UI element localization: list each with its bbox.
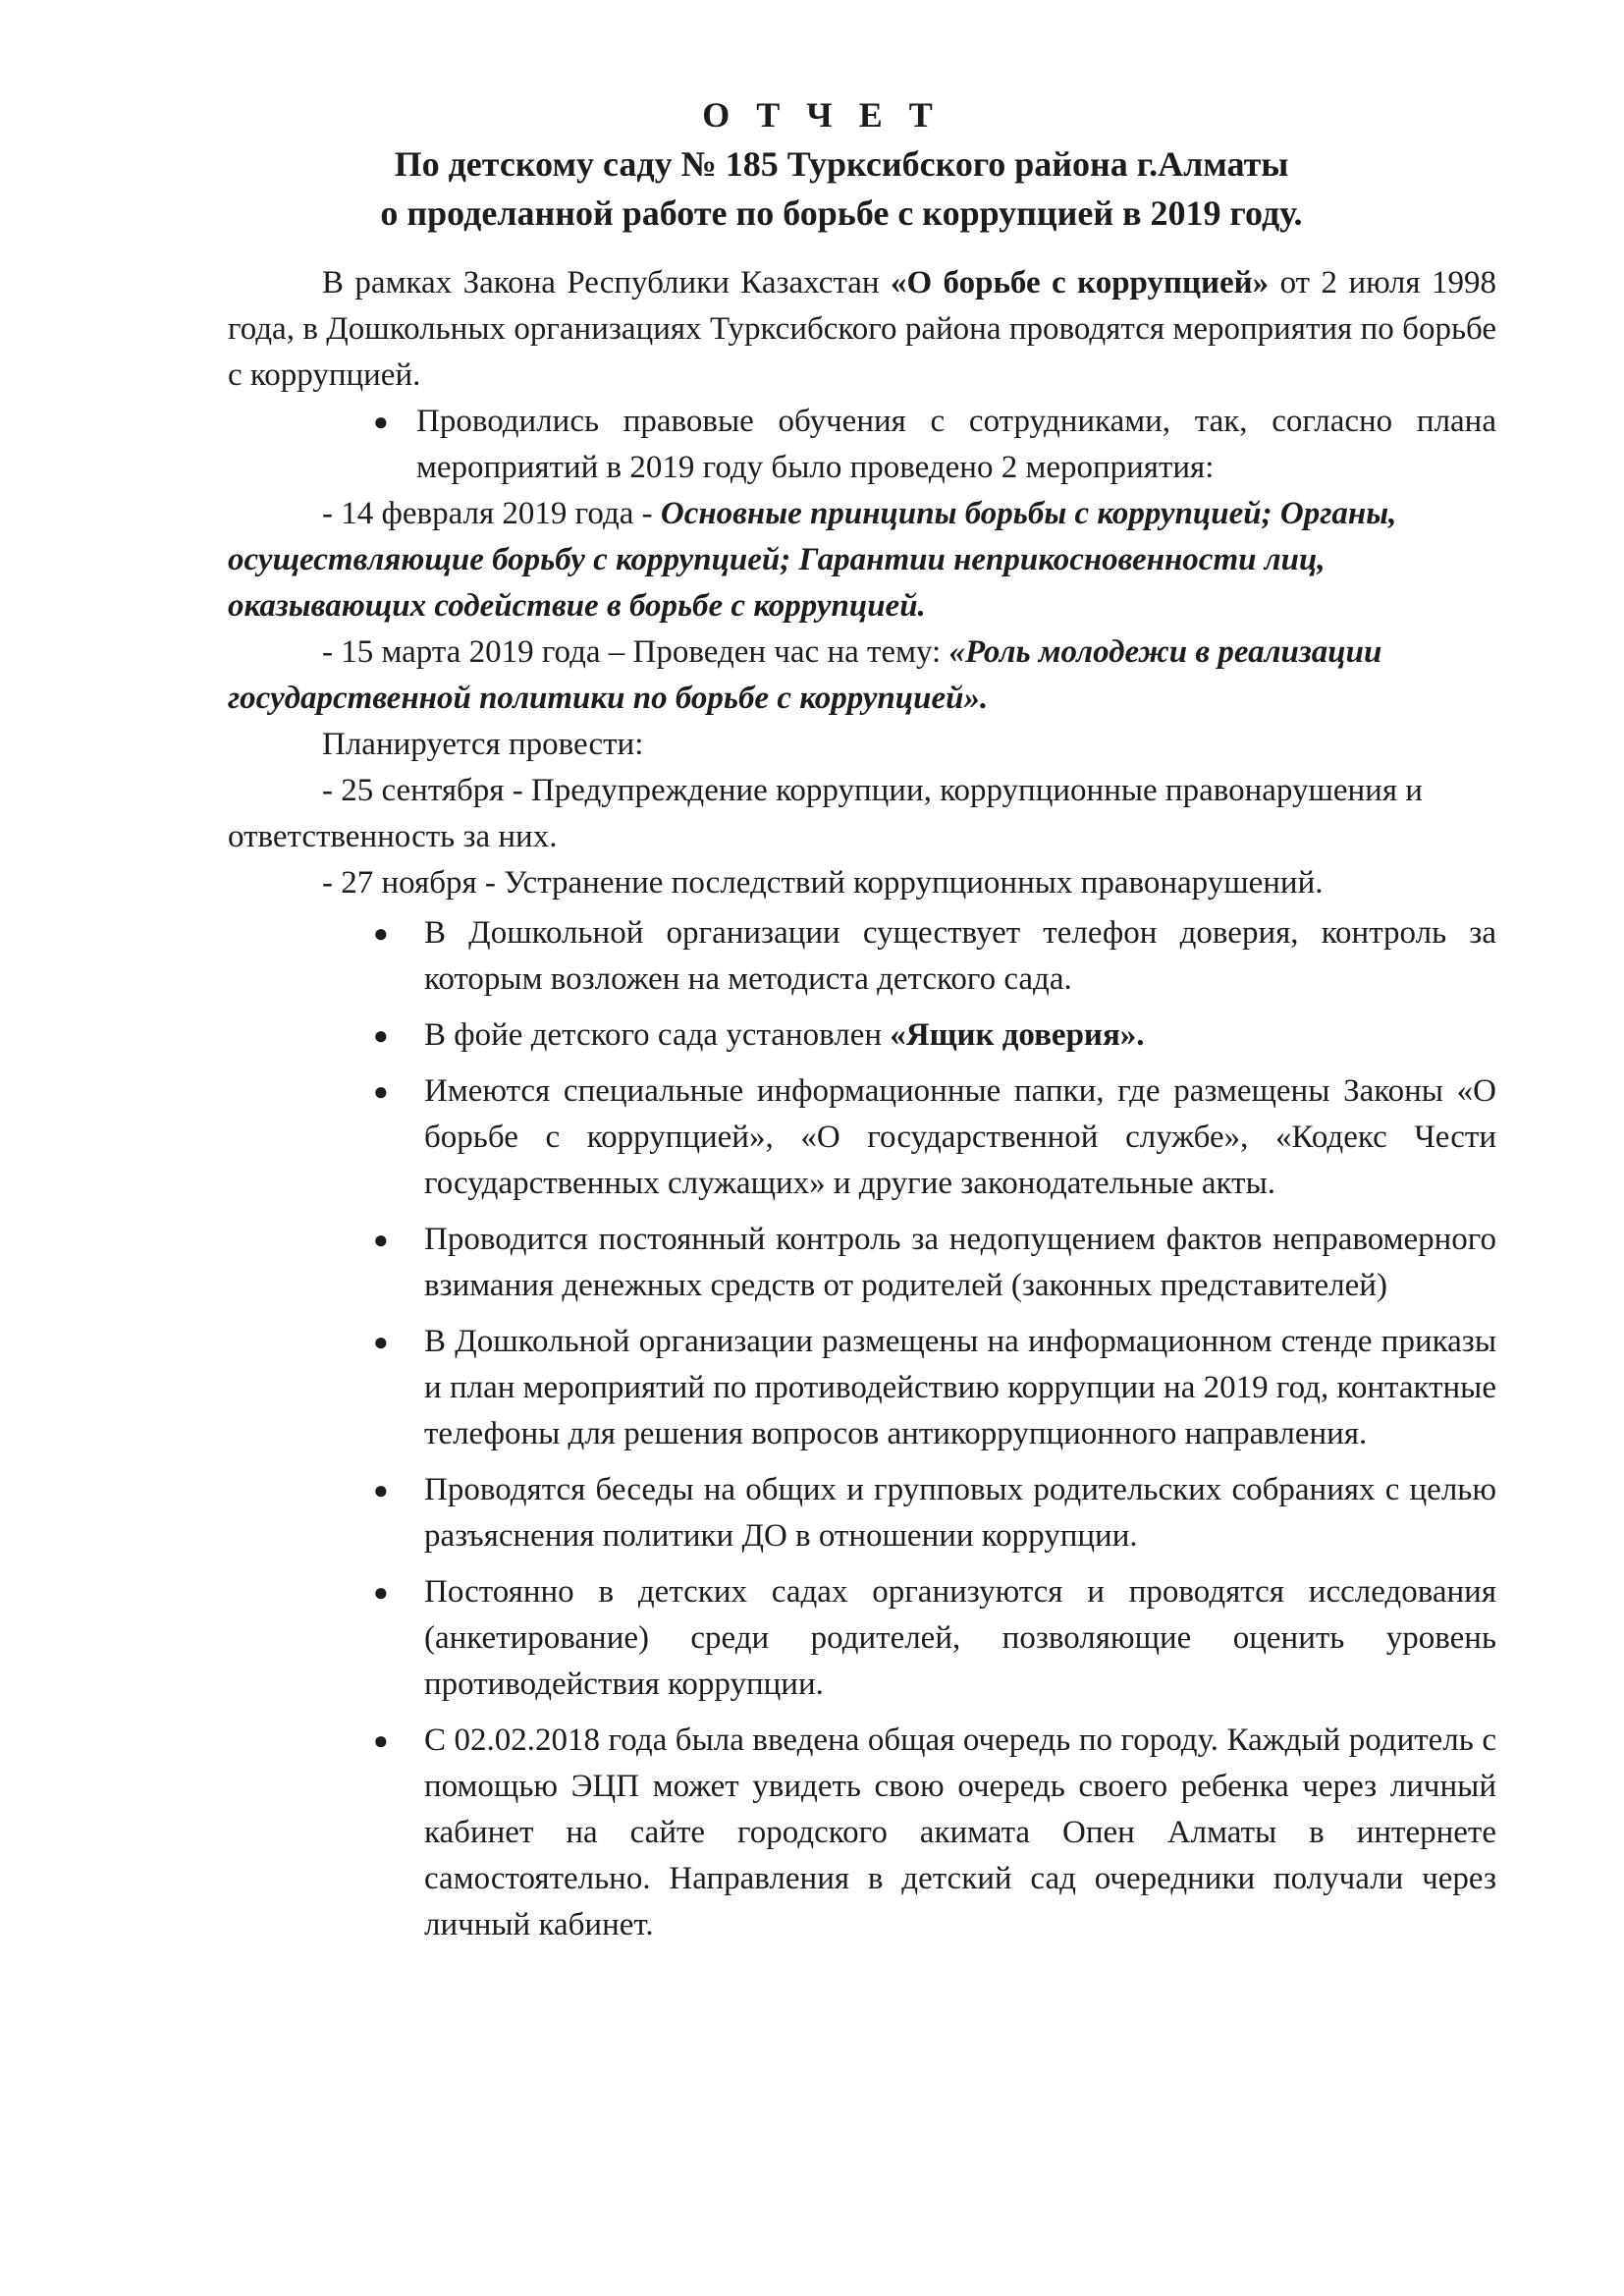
event-topic: Основные принципы борьбы с коррупцией; Органы, осуществляющие борьбу с коррупцией; Гарантии неприкосновенности лиц, оказывающих содействие в борьбе с коррупцией. — [228, 496, 1397, 624]
bullet-icon: ● — [373, 408, 389, 436]
list-item-text: В Дошкольной организации существует телефон доверия, контроль за которым возложен на методиста детского сада. — [424, 915, 1496, 997]
intro-paragraph — [228, 260, 1496, 399]
bullet-icon: ● — [373, 1726, 389, 1755]
list-item — [228, 1569, 1496, 1708]
list-item-text: В фойе детского сада установлен — [424, 1017, 891, 1053]
report-body — [228, 260, 1496, 1958]
measures-list — [228, 910, 1496, 1948]
event-item — [228, 629, 1496, 722]
list-item-text: С 02.02.2018 года была введена общая очередь по городу. Каждый родитель с помощью ЭЦП может увидеть свою очередь своего ребенка через личный кабинет на сайте городского акимата Опен Алматы в интернете самостоятельно. Направления в детский сад очередники получали через личный кабинет. — [424, 1722, 1496, 1942]
bullet-icon: ● — [373, 1476, 389, 1504]
list-item-text: Проводится постоянный контроль за недопущением фактов неправомерного взимания денежных средств от родителей (законных представителей) — [424, 1222, 1496, 1303]
list-item — [228, 1217, 1496, 1309]
intro-law-name: «О борьбе с коррупцией» — [890, 265, 1270, 301]
list-item — [228, 1467, 1496, 1559]
list-item-text: Постоянно в детских садах организуются и проводятся исследования (анкетирование) среди родителей, позволяющие оценить уровень противодействия коррупции. — [424, 1574, 1496, 1702]
planned-heading: Планируется провести: — [322, 727, 644, 762]
report-subtitle-line-1: По детскому саду № 185 Турксибского района г.Алматы — [394, 144, 1289, 184]
report-subtitle-line-2: о проделанной работе по борьбе с коррупцией в 2019 году. — [380, 193, 1303, 233]
list-item — [228, 1718, 1496, 1948]
report-title: О Т Ч Е Т — [702, 95, 942, 135]
bullet-icon: ● — [373, 1021, 389, 1050]
bullet-icon: ● — [373, 1226, 389, 1254]
list-item — [228, 1012, 1496, 1059]
list-item-text: Проводятся беседы на общих и групповых родительских собраниях с целью разъяснения политики ДО в отношении коррупции. — [424, 1472, 1496, 1554]
report-header — [0, 90, 1624, 238]
planned-item: - 27 ноября - Устранение последствий коррупционных правонарушений. — [322, 865, 1324, 901]
planned-item: - 25 сентября - Предупреждение коррупции, коррупционные правонарушения и ответственность за них. — [228, 773, 1423, 854]
training-bullet — [228, 399, 1496, 491]
event-topic: «Роль молодежи в реализации государственной политики по борьбе с коррупцией». — [228, 634, 1382, 716]
list-item-bold: «Ящик доверия». — [890, 1017, 1145, 1053]
intro-prefix: В рамках Закона Республики Казахстан — [322, 265, 891, 301]
list-item — [228, 1068, 1496, 1207]
list-item — [228, 1319, 1496, 1457]
bullet-icon: ● — [373, 919, 389, 948]
intro-suffix: от 2 июля 1998 года, в Дошкольных организациях Турксибского района проводятся мероприятия по борьбе с коррупцией. — [228, 265, 1496, 393]
event-date: - 15 марта 2019 года – Проведен час на тему: — [322, 634, 949, 670]
bullet-icon: ● — [373, 1328, 389, 1356]
training-bullet-text: Проводились правовые обучения с сотрудниками, так, согласно плана мероприятий в 2019 году было проведено 2 мероприятия: — [416, 404, 1496, 485]
list-item-text: В Дошкольной организации размещены на информационном стенде приказы и план мероприятий по противодействию коррупции на 2019 год, контактные телефоны для решения вопросов антикоррупционного направления. — [424, 1324, 1496, 1451]
bullet-icon: ● — [373, 1578, 389, 1607]
bullet-icon: ● — [373, 1077, 389, 1106]
event-date: - 14 февраля 2019 года - — [322, 496, 661, 531]
event-item — [228, 491, 1496, 629]
list-item — [228, 910, 1496, 1003]
list-item-text: Имеются специальные информационные папки, где размещены Законы «О борьбе с коррупцией», «О государственной службе», «Кодекс Чести государственных служащих» и другие законодательные акты. — [424, 1073, 1496, 1201]
